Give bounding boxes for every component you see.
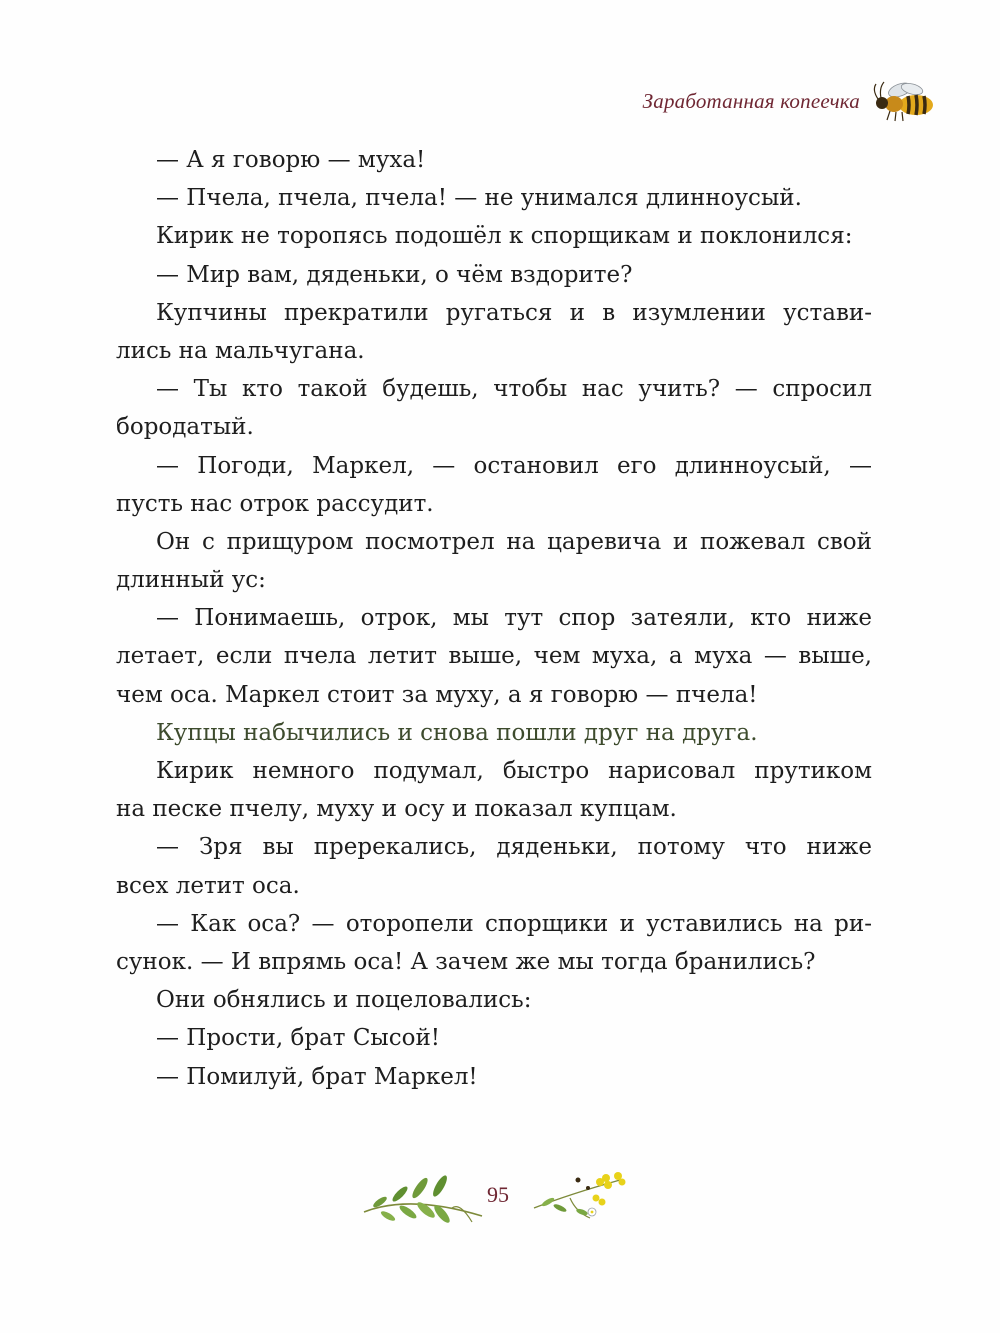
- text-line: на песке пчелу, муху и осу и показал купцам.: [116, 796, 677, 823]
- text-line: — Понимаешь, отрок, мы тут спор затеяли, кто ниже: [156, 605, 872, 632]
- text-line: — Зря вы пререкались, дяденьки, потому что ниже: [156, 834, 872, 861]
- running-title: Заработанная копеечка: [642, 88, 860, 113]
- text-line: всех летит оса.: [116, 872, 300, 899]
- text-line: чем оса. Маркел стоит за муху, а я говорю — пчела!: [116, 681, 758, 708]
- text-line: — Ты кто такой будешь, чтобы нас учить? — спросил: [156, 376, 872, 403]
- text-line: летает, если пчела летит выше, чем муха, а муха — выше,: [116, 643, 872, 670]
- running-head: [643, 78, 940, 124]
- page-number: 95: [487, 1182, 509, 1207]
- text-line: Кирик немного подумал, быстро нарисовал прутиком: [156, 758, 872, 784]
- bee-icon: [870, 78, 940, 124]
- text-line: пусть нас отрок рассудит.: [116, 490, 434, 517]
- text-line: длинный ус:: [116, 567, 266, 594]
- text-line: Купчины прекратили ругаться и в изумлении устави-: [156, 299, 872, 326]
- text-body: [116, 141, 872, 1096]
- text-line: — Пчела, пчела, пчела! — не унимался длинноусый.: [156, 185, 802, 212]
- text-line: Купцы набычились и снова пошли друг на друга.: [156, 719, 758, 746]
- text-line: — А я говорю — муха!: [156, 147, 426, 173]
- text-line: Он с прищуром посмотрел на царевича и пожевал свой: [156, 528, 872, 555]
- text-line: — Прости, брат Сысой!: [156, 1025, 441, 1052]
- text-line: — Погоди, Маркел, — остановил его длинноусый, —: [156, 452, 872, 479]
- text-line: лись на мальчугана.: [116, 337, 365, 364]
- text-line: — Помилуй, брат Маркел!: [156, 1063, 478, 1090]
- text-line: — Мир вам, дяденьки, о чём вздорите?: [156, 261, 633, 288]
- page-footer: [0, 1168, 1000, 1238]
- text-line: Кирик не торопясь подошёл к спорщикам и поклонился:: [156, 223, 853, 250]
- leaf-sprig-icon: [360, 1172, 485, 1230]
- text-line: Они обнялись и поцеловались:: [156, 987, 532, 1014]
- flower-sprig-icon: [530, 1168, 630, 1230]
- text-line: — Как оса? — оторопели спорщики и уставились на ри-: [156, 910, 872, 937]
- text-line: сунок. — И впрямь оса! А зачем же мы тогда бранились?: [116, 948, 816, 975]
- text-line: бородатый.: [116, 414, 254, 441]
